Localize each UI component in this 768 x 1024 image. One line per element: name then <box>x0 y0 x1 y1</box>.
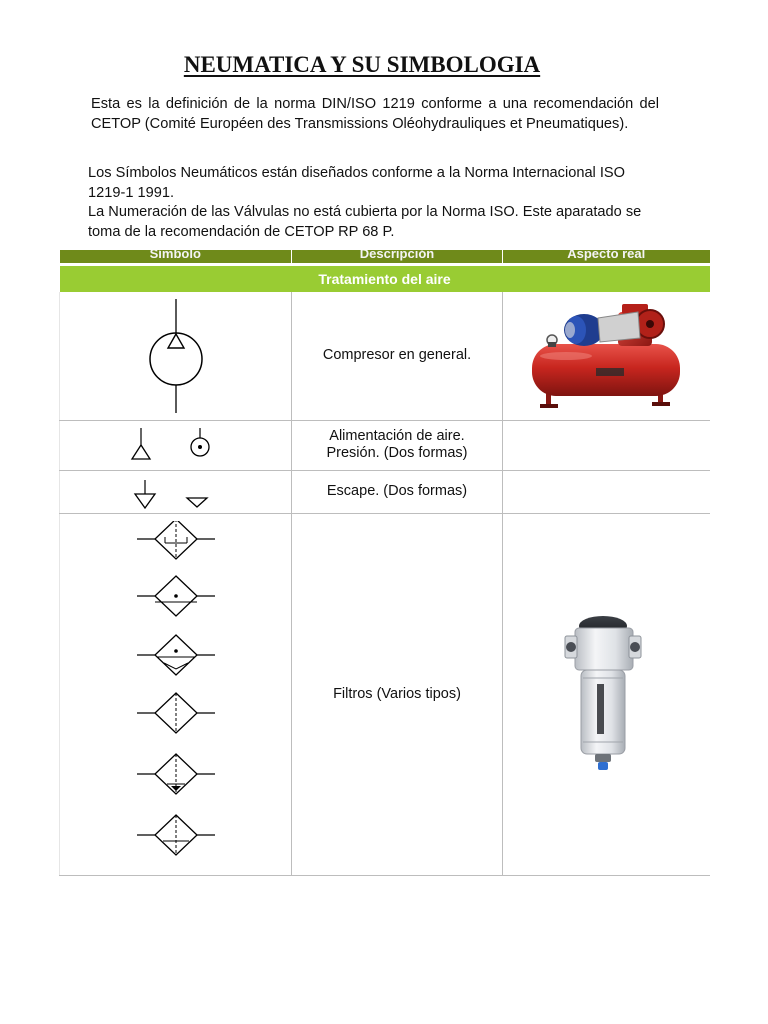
air-supply-icon <box>121 425 231 465</box>
air-supply-symbols <box>60 420 292 470</box>
section-row <box>60 265 710 293</box>
header-real-aspect: Aspecto real <box>503 250 710 265</box>
intro-paragraph: Esta es la definición de la norma DIN/ISO 1219 conforme a una recomendación del CETOP (Comité Européen des Transmissions Oléohydrauliques et Pneumatiques). <box>91 96 659 132</box>
section-title: Tratamiento del aire <box>60 265 710 293</box>
compressor-symbol-icon <box>136 297 216 415</box>
iso-paragraph-line2: La Numeración de las Válvulas no está cubierta por la Norma ISO. Este aparatado se toma de la recomendación de CETOP RP 68 P. <box>88 204 642 240</box>
compressor-symbol <box>60 292 292 420</box>
filter-photo <box>503 513 710 875</box>
filter-unit-image <box>561 614 651 774</box>
table-row <box>60 420 710 470</box>
row-description: Filtros (Varios tipos) <box>292 513 503 875</box>
row-description: Escape. (Dos formas) <box>292 470 503 513</box>
exhaust-symbols <box>60 470 292 513</box>
compressor-photo <box>503 292 710 420</box>
iso-paragraph-line1: Los Símbolos Neumáticos están diseñados conforme a la Norma Internacional ISO 1219-1 1991. <box>88 165 625 201</box>
row-description-line1: Alimentación de aire. <box>329 428 465 444</box>
header-description: Descripción <box>292 250 503 265</box>
row-description: Compresor en general. <box>292 292 503 420</box>
row-description <box>292 420 503 470</box>
symbol-table <box>59 250 710 876</box>
table-header-row <box>60 250 710 265</box>
row-description-line2: Presión. (Dos formas) <box>326 445 468 461</box>
header-symbol: Símbolo <box>60 250 292 265</box>
empty-photo-cell <box>503 420 710 470</box>
filter-symbols <box>60 513 292 875</box>
table-row <box>60 513 710 875</box>
empty-photo-cell <box>503 470 710 513</box>
table-row <box>60 292 710 420</box>
exhaust-icon <box>121 474 231 510</box>
red-compressor-image <box>526 298 686 413</box>
table-row <box>60 470 710 513</box>
iso-paragraph <box>88 164 660 242</box>
document-title: NEUMATICA Y SU SIMBOLOGIA <box>183 52 541 77</box>
filter-symbols-icon <box>131 521 221 867</box>
